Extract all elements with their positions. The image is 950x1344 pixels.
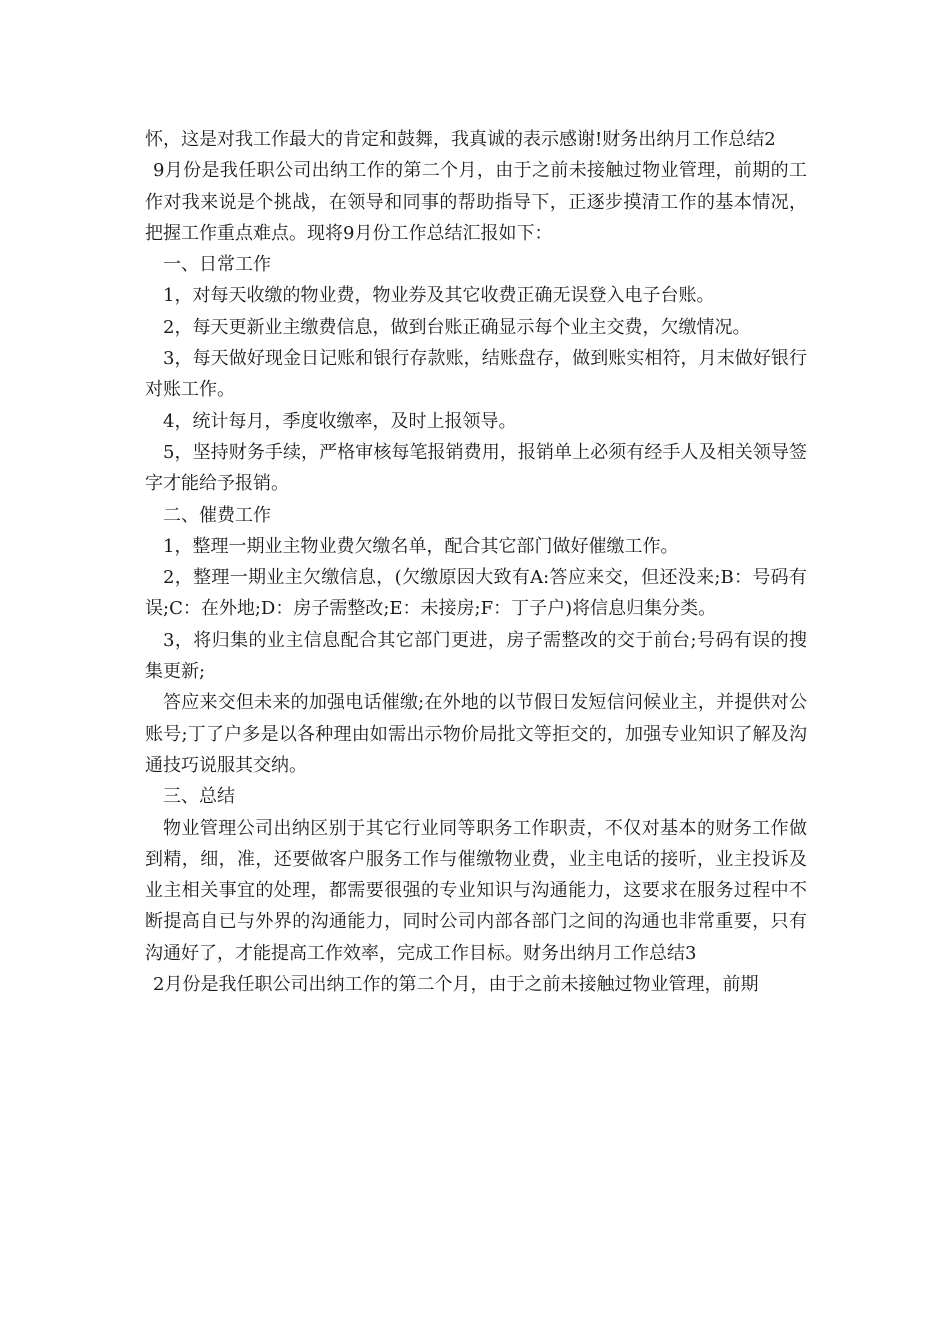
list-item: 2，整理一期业主欠缴信息，(欠缴原因大致有A:答应来交，但还没来;B：号码有误;C：在外地;D：房子需整改;E：未接房;F：丁子户)将信息归集分类。	[145, 567, 807, 620]
paragraph-summary: 物业管理公司出纳区别于其它行业同等职务工作职责，不仅对基本的财务工作做到精，细，准，还要做客户服务工作与催缴物业费，业主电话的接听，业主投诉及业主相关事宜的处理，都需要很强的专业知识与沟通能力，这要求在服务过程中不断提高自已与外界的沟通能力，同时公司内部各部门之间的沟通也非常重要，只有沟通好了，才能提高工作效率，完成工作目标。财务出纳月工作总结3	[145, 817, 807, 964]
paragraph-continuation: 怀，这是对我工作最大的肯定和鼓舞，我真诚的表示感谢!财务出纳月工作总结2	[145, 129, 776, 150]
list-item: 2，每天更新业主缴费信息，做到台账正确显示每个业主交费，欠缴情况。	[163, 316, 751, 338]
paragraph-intro: 9月份是我任职公司出纳工作的第二个月，由于之前未接触过物业管理，前期的工作对我来说是个挑战，在领导和同事的帮助指导下，正逐步摸清工作的基本情况，把握工作重点难点。现将9月份工作总结汇报如下：	[145, 160, 807, 244]
list-item: 4，统计每月，季度收缴率，及时上报领导。	[163, 410, 517, 432]
document-body	[145, 124, 807, 1000]
list-item: 5，坚持财务手续，严格审核每笔报销费用，报销单上必须有经手人及相关领导签字才能给予报销。	[145, 441, 807, 495]
section-heading-summary: 三、总结	[163, 786, 235, 808]
list-item: 1，对每天收缴的物业费，物业券及其它收费正确无误登入电子台账。	[163, 285, 715, 307]
list-item: 1，整理一期业主物业费欠缴名单，配合其它部门做好催缴工作。	[163, 535, 679, 557]
list-item: 3，每天做好现金日记账和银行存款账，结账盘存，做到账实相符，月末做好银行对账工作。	[145, 348, 807, 401]
section-heading-daily-work: 一、日常工作	[163, 254, 271, 276]
paragraph-body: 答应来交但未来的加强电话催缴;在外地的以节假日发短信问候业主，并提供对公账号;丁了户多是以各种理由如需出示物价局批文等拒交的，加强专业知识了解及沟通技巧说服其交纳。	[145, 692, 807, 776]
paragraph-next-section: 2月份是我任职公司出纳工作的第二个月，由于之前未接触过物业管理，前期	[153, 974, 759, 996]
section-heading-collection-work: 二、催费工作	[163, 504, 271, 526]
list-item: 3，将归集的业主信息配合其它部门更进，房子需整改的交于前台;号码有误的搜集更新;	[145, 629, 807, 683]
